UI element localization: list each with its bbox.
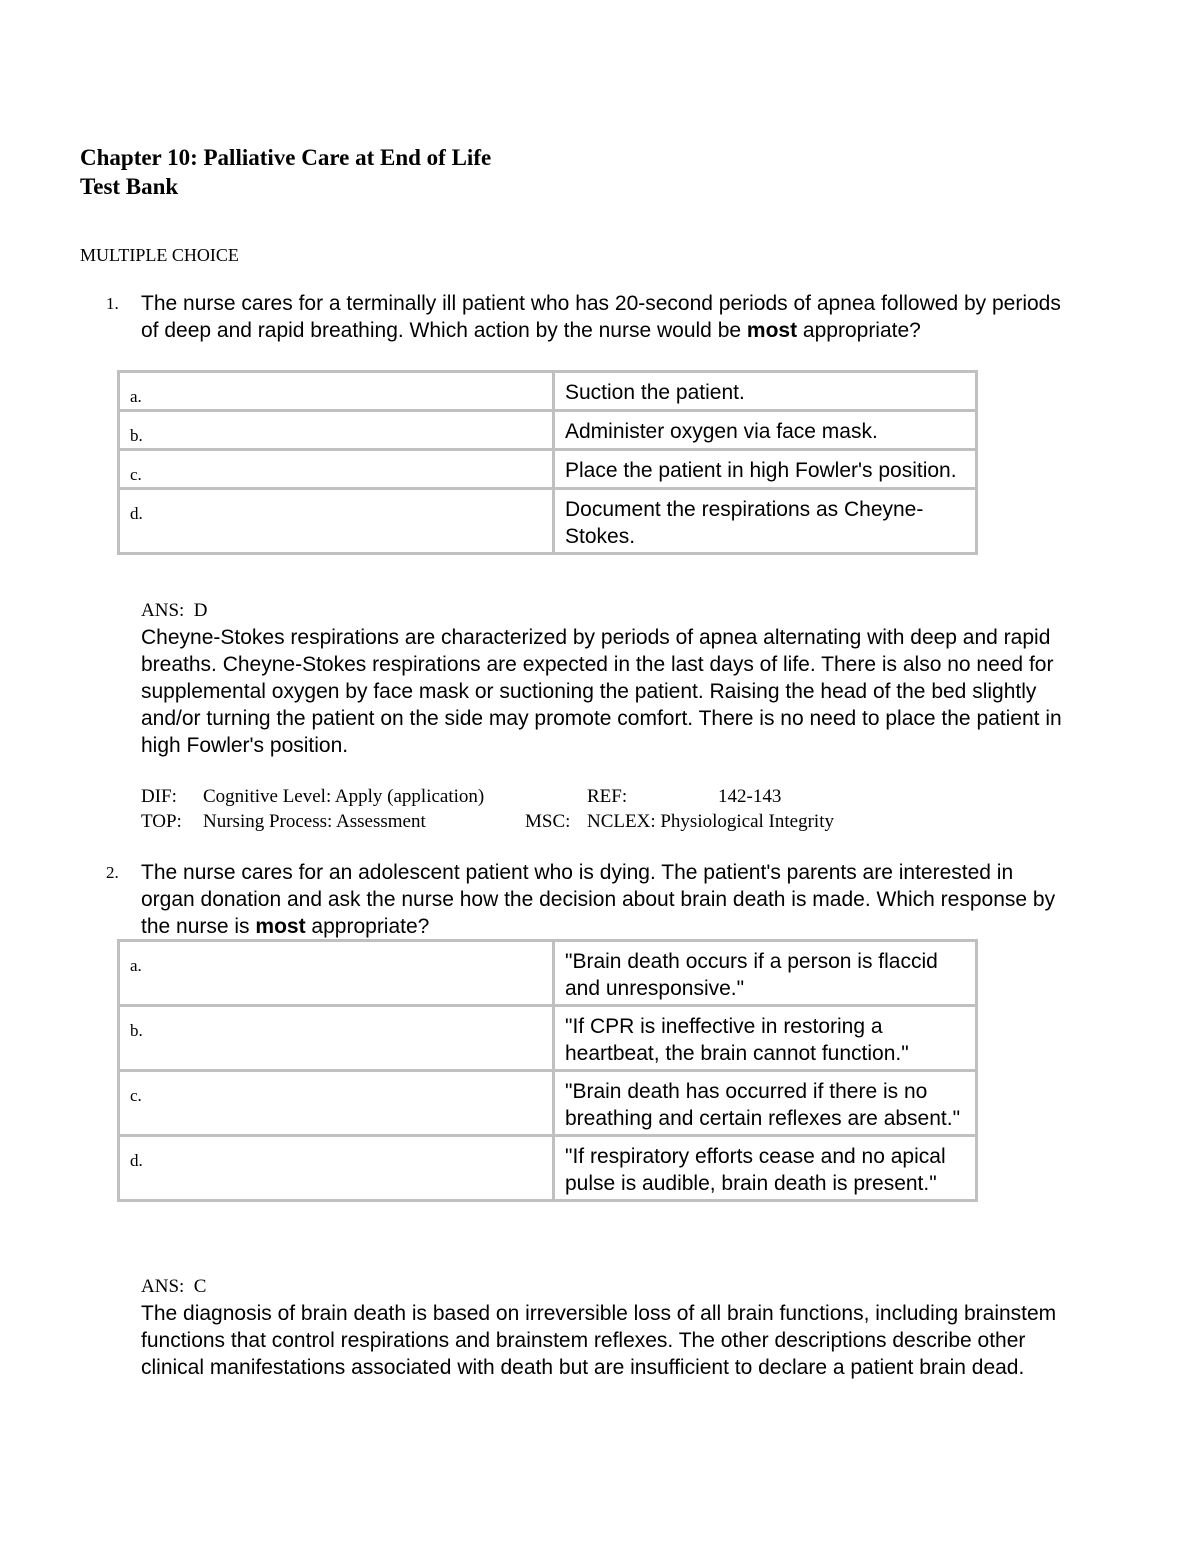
- stem-emphasis: most: [255, 915, 306, 938]
- dif-value: Cognitive Level: Apply (application): [203, 786, 485, 807]
- question-number: 1.: [106, 294, 119, 313]
- ref-value: 142-143: [718, 786, 782, 807]
- test-bank-subtitle: Test Bank: [80, 174, 179, 199]
- option-row[interactable]: [119, 372, 977, 411]
- option-letter: a.: [119, 941, 554, 1006]
- option-row[interactable]: [119, 489, 977, 554]
- options-table: [117, 939, 978, 1202]
- rationale-text: The diagnosis of brain death is based on irreversible loss of all brain functions, including brainstem functions that control respirations and brainstem reflexes. The other descriptions describe other clinical manifestations associated with death but are insufficient to declare a patient brain dead.: [141, 1302, 1057, 1379]
- option-letter: d.: [119, 1136, 554, 1201]
- option-letter: a.: [119, 372, 554, 411]
- option-row[interactable]: [119, 1006, 977, 1071]
- option-text: Document the respirations as Cheyne-Stokes.: [554, 489, 977, 554]
- option-row[interactable]: [119, 1136, 977, 1201]
- question-number: 2.: [106, 863, 119, 882]
- answer-block: [141, 1274, 1066, 1381]
- top-label: TOP:: [141, 811, 182, 832]
- option-row[interactable]: [119, 411, 977, 450]
- chapter-title: Chapter 10: Palliative Care at End of Life: [80, 145, 492, 170]
- options-table: [117, 370, 978, 555]
- stem-text-end: appropriate?: [797, 319, 921, 342]
- answer-key: ANS: D: [141, 600, 208, 621]
- stem-text: The nurse cares for a terminally ill patient who has 20-second periods of apnea followed by periods of deep and rapid breathing. Which action by the nurse would be: [141, 292, 1061, 342]
- option-text: "If CPR is ineffective in restoring a heartbeat, the brain cannot function.": [554, 1006, 977, 1071]
- option-row[interactable]: [119, 450, 977, 489]
- answer-block: [141, 598, 1066, 759]
- option-text: "If respiratory efforts cease and no apical pulse is audible, brain death is present.": [554, 1136, 977, 1201]
- document-title: [80, 143, 491, 201]
- stem-text: The nurse cares for an adolescent patient who is dying. The patient's parents are interested in organ donation and ask the nurse how the decision about brain death is made. Which response by the nurse is: [141, 861, 1056, 938]
- option-text: Place the patient in high Fowler's position.: [554, 450, 977, 489]
- option-letter: c.: [119, 450, 554, 489]
- option-row[interactable]: [119, 941, 977, 1006]
- stem-text-end: appropriate?: [305, 915, 430, 938]
- answer-key: ANS: C: [141, 1276, 207, 1297]
- option-text: Administer oxygen via face mask.: [554, 411, 977, 450]
- msc-label: MSC:: [525, 811, 571, 832]
- option-text: "Brain death occurs if a person is flaccid and unresponsive.": [554, 941, 977, 1006]
- question-stem: [141, 859, 1066, 940]
- option-text: "Brain death has occurred if there is no breathing and certain reflexes are absent.": [554, 1071, 977, 1136]
- option-letter: c.: [119, 1071, 554, 1136]
- stem-emphasis: most: [746, 319, 798, 342]
- ref-label: REF:: [587, 786, 628, 807]
- option-text: Suction the patient.: [554, 372, 977, 411]
- msc-value: NCLEX: Physiological Integrity: [587, 811, 834, 832]
- section-heading: MULTIPLE CHOICE: [80, 245, 239, 265]
- top-value: Nursing Process: Assessment: [203, 811, 426, 832]
- option-row[interactable]: [119, 1071, 977, 1136]
- question-stem: [141, 290, 1066, 344]
- dif-label: DIF:: [141, 786, 177, 807]
- option-letter: b.: [119, 1006, 554, 1071]
- option-letter: d.: [119, 489, 554, 554]
- rationale-text: Cheyne-Stokes respirations are characterized by periods of apnea alternating with deep and rapid breaths. Cheyne-Stokes respirations are expected in the last days of life. There is also no need for supplemental oxygen by face mask or suctioning the patient. Raising the head of the bed slightly and/or turning the patient on the side may promote comfort. There is no need to place the patient in high Fowler's position.: [141, 626, 1062, 757]
- option-letter: b.: [119, 411, 554, 450]
